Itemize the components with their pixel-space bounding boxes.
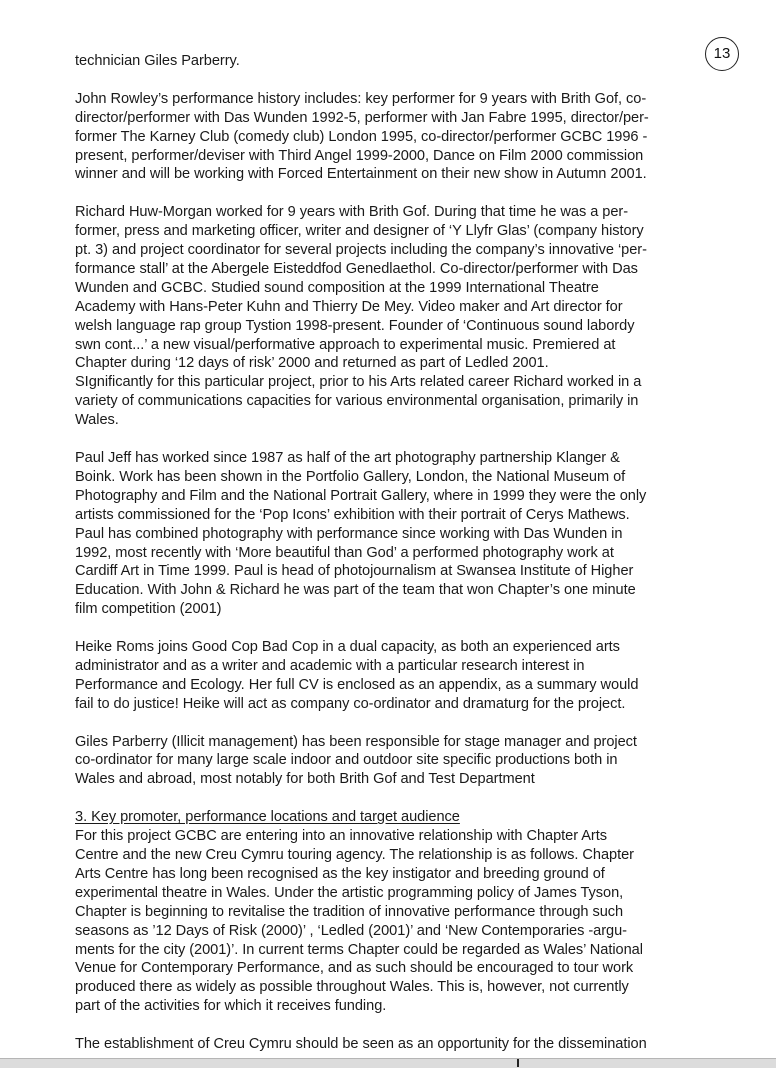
paragraph bbox=[75, 90, 707, 185]
scrollbar-thumb-marker[interactable] bbox=[517, 1059, 519, 1067]
text-line: Chapter during ‘12 days of risk’ 2000 and returned as part of Ledled 2001. bbox=[75, 355, 549, 372]
text-line: Boink. Work has been shown in the Portfolio Gallery, London, the National Museum of bbox=[75, 468, 626, 485]
text-line: Heike Roms joins Good Cop Bad Cop in a dual capacity, as both an experienced arts bbox=[75, 639, 620, 656]
text-line: 1992, most recently with ‘More beautiful than God’ a performed photography work at bbox=[75, 544, 614, 561]
text-line: formance stall’ at the Abergele Eisteddfod Genedlaethol. Co-director/performer with Das bbox=[75, 260, 638, 277]
document-body bbox=[75, 52, 707, 1073]
text-line: variety of communications capacities for various environmental organisation, primarily in bbox=[75, 393, 639, 410]
text-line: Paul has combined photography with performance since working with Das Wunden in bbox=[75, 525, 623, 542]
text-line: former The Karney Club (comedy club) London 1995, co-director/performer GCBC 1996 - bbox=[75, 128, 648, 145]
text-line: Centre and the new Creu Cymru touring agency. The relationship is as follows. Chapter bbox=[75, 846, 634, 863]
text-line: pt. 3) and project coordinator for several projects including the company’s innovative ‘per- bbox=[75, 242, 647, 259]
text-line: Wales and abroad, most notably for both Brith Gof and Test Department bbox=[75, 771, 535, 788]
text-line: Arts Centre has long been recognised as the key instigator and breeding ground of bbox=[75, 865, 605, 882]
text-line: artists commissioned for the ‘Pop Icons’ exhibition with their portrait of Cerys Mathews. bbox=[75, 506, 630, 523]
text-line: Richard Huw-Morgan worked for 9 years with Brith Gof. During that time he was a per- bbox=[75, 204, 629, 221]
text-line: Cardiff Art in Time 1999. Paul is head of photojournalism at Swansea Institute of Higher bbox=[75, 563, 634, 580]
text-line: winner and will be working with Forced Entertainment on their new show in Autumn 2001. bbox=[75, 166, 647, 183]
text-line: Giles Parberry (Illicit management) has been responsible for stage manager and project bbox=[75, 733, 637, 750]
text-line: film competition (2001) bbox=[75, 601, 222, 618]
text-line: Wales. bbox=[75, 412, 119, 429]
text-line: Education. With John & Richard he was part of the team that won Chapter’s one minute bbox=[75, 582, 636, 599]
text-line: former, press and marketing officer, writer and designer of ‘Y Llyfr Glas’ (company history bbox=[75, 223, 644, 240]
text-line: fail to do justice! Heike will act as company co-ordinator and dramaturg for the project. bbox=[75, 695, 626, 712]
text-line: experimental theatre in Wales. Under the artistic programming policy of James Tyson, bbox=[75, 884, 624, 901]
text-line: technician Giles Parberry. bbox=[75, 53, 240, 69]
paragraph bbox=[75, 1035, 707, 1054]
text-line: Performance and Ecology. Her full CV is enclosed as an appendix, as a summary would bbox=[75, 676, 639, 693]
text-line: seasons as ’12 Days of Risk (2000)’ , ‘Ledled (2001)’ and ‘New Contemporaries -argu- bbox=[75, 922, 627, 939]
text-line: swn cont...’ a new visual/performative approach to experimental music. Premiered at bbox=[75, 336, 616, 353]
paragraph bbox=[75, 808, 707, 1016]
text-line: Chapter is beginning to revitalise the tradition of innovative performance through such bbox=[75, 903, 624, 920]
text-line: welsh language rap group Tystion 1998-present. Founder of ‘Continuous sound labordy bbox=[75, 317, 635, 334]
section-heading: 3. Key promoter, performance locations and target audience bbox=[75, 809, 460, 826]
text-line: Wunden and GCBC. Studied sound composition at the 1999 International Theatre bbox=[75, 279, 599, 296]
text-line: John Rowley’s performance history includes: key performer for 9 years with Brith Gof, co- bbox=[75, 90, 647, 107]
paragraph bbox=[75, 449, 707, 619]
text-line: present, performer/deviser with Third Angel 1999-2000, Dance on Film 2000 commission bbox=[75, 147, 644, 164]
text-line: produced there as widely as possible throughout Wales. This is, however, not currently bbox=[75, 979, 629, 996]
text-line: part of the activities for which it receives funding. bbox=[75, 998, 387, 1015]
text-line: Photography and Film and the National Portrait Gallery, where in 1999 they were the only bbox=[75, 487, 647, 504]
text-line: administrator and as a writer and academic with a particular research interest in bbox=[75, 657, 585, 674]
text-line: co-ordinator for many large scale indoor and outdoor site specific productions both in bbox=[75, 752, 618, 769]
text-line: director/performer with Das Wunden 1992-5, performer with Jan Fabre 1995, director/per- bbox=[75, 109, 649, 126]
paragraph bbox=[75, 203, 707, 430]
text-line: ments for the city (2001)’. In current terms Chapter could be regarded as Wales’ National bbox=[75, 941, 643, 958]
paragraph bbox=[75, 733, 707, 790]
text-line: Academy with Hans-Peter Kuhn and Thierry De Mey. Video maker and Art director for bbox=[75, 298, 623, 315]
page-number: 13 bbox=[705, 37, 739, 71]
paragraph bbox=[75, 638, 707, 714]
text-line: SIgnificantly for this particular project, prior to his Arts related career Richard worked in a bbox=[75, 374, 642, 391]
text-line: Venue for Contemporary Performance, and as such should be encouraged to tour work bbox=[75, 960, 634, 977]
text-line: The establishment of Creu Cymru should be seen as an opportunity for the dissemination bbox=[75, 1036, 647, 1053]
text-line: For this project GCBC are entering into an innovative relationship with Chapter Arts bbox=[75, 828, 607, 845]
text-line: Paul Jeff has worked since 1987 as half of the art photography partnership Klanger & bbox=[75, 449, 620, 466]
paragraph bbox=[75, 52, 707, 71]
